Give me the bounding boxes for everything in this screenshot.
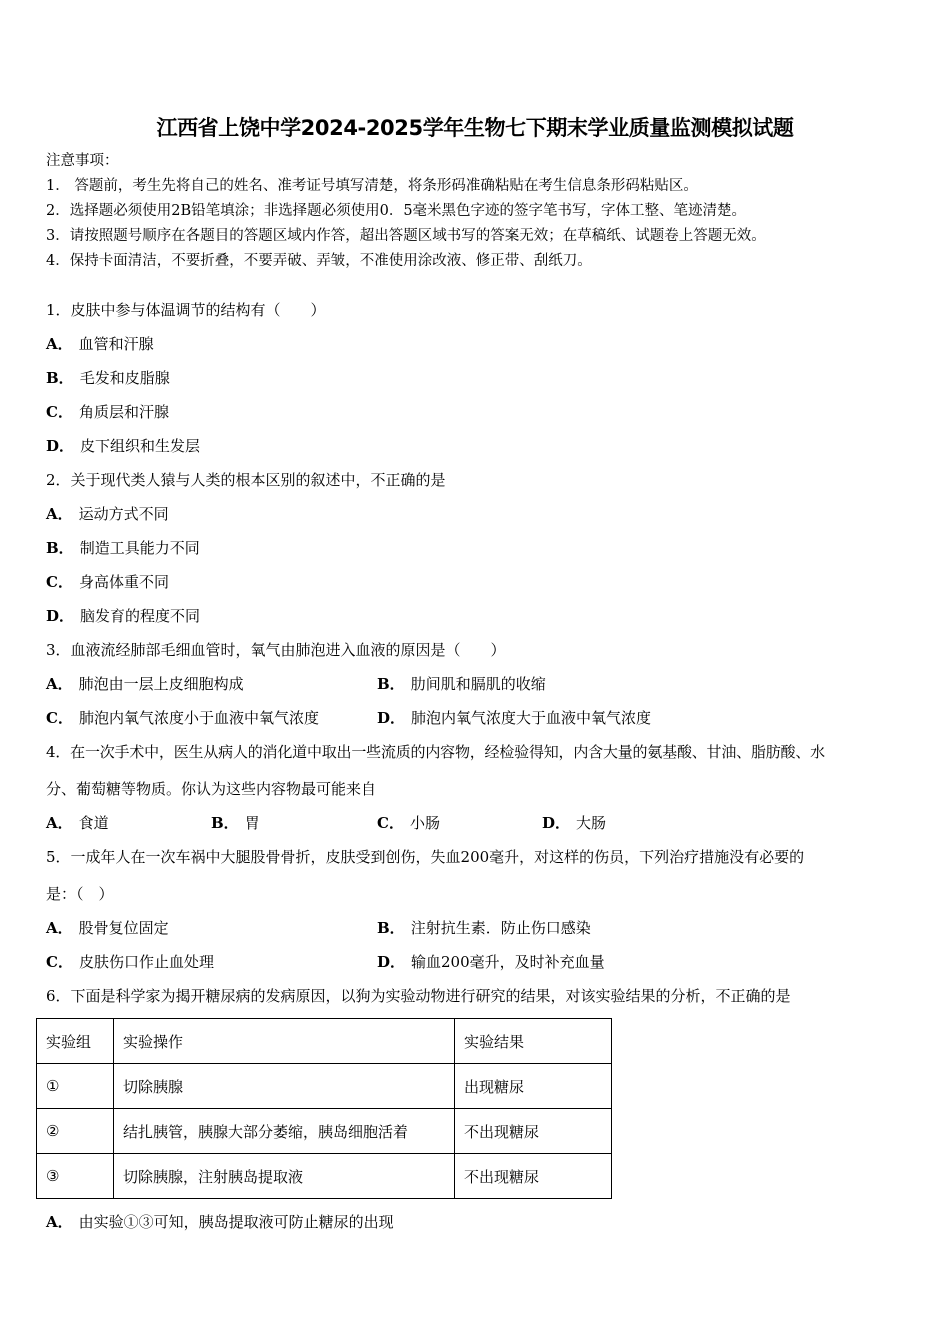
option-label: D． [377, 709, 406, 727]
question-2-stem: 2．关于现代类人猿与人类的根本区别的叙述中，不正确的是 [46, 471, 446, 489]
question-2-option-d [46, 606, 200, 626]
option-text: 大肠 [576, 814, 607, 832]
option-text: 股骨复位固定 [78, 919, 169, 937]
notice-item: 4．保持卡面清洁，不要折叠，不要弄破、弄皱，不准使用涂改液、修正带、刮纸刀。 [46, 253, 592, 269]
table-cell: ③ [37, 1154, 114, 1199]
question-4-stem-line2: 分、葡萄糖等物质。你认为这些内容物最可能来自 [46, 780, 377, 798]
notice-heading: 注意事项： [46, 153, 119, 169]
option-text: 胃 [244, 814, 260, 832]
table-cell: 出现糖尿 [455, 1064, 612, 1109]
page-title: 江西省上饶中学2024-2025学年生物七下期末学业质量监测模拟试题 [156, 116, 794, 140]
option-text: 由实验①③可知，胰岛提取液可防止糖尿的出现 [78, 1213, 394, 1231]
question-3-stem: 3．血液流经肺部毛细血管时，氧气由肺泡进入血液的原因是（ ） [46, 641, 506, 659]
option-text: 输血200毫升，及时补充血量 [411, 953, 605, 971]
question-4-option-c [377, 813, 440, 833]
question-1-option-a [46, 334, 154, 354]
option-text: 皮下组织和生发层 [80, 437, 201, 455]
question-5-option-d [377, 952, 605, 972]
option-label: D． [46, 437, 75, 455]
question-5-option-b [377, 918, 591, 938]
question-6-stem: 6．下面是科学家为揭开糖尿病的发病原因，以狗为实验动物进行研究的结果，对该实验结果的分析，不正确的是 [46, 987, 791, 1005]
question-2-option-b [46, 538, 200, 558]
option-text: 食道 [78, 814, 109, 832]
notice-item: 3．请按照题号顺序在各题目的答题区域内作答，超出答题区域书写的答案无效；在草稿纸、试题卷上答题无效。 [46, 228, 766, 244]
option-text: 运动方式不同 [78, 505, 169, 523]
option-label: A． [46, 675, 73, 693]
option-label: C． [46, 709, 73, 727]
table-row [37, 1109, 612, 1154]
question-1-option-d [46, 436, 200, 456]
option-label: D． [46, 607, 75, 625]
option-label: A． [46, 335, 73, 353]
table-cell: 结扎胰管，胰腺大部分萎缩，胰岛细胞活着 [114, 1109, 455, 1154]
option-label: C． [46, 953, 73, 971]
option-text: 小肠 [409, 814, 440, 832]
notice-item: 1． 答题前，考生先将自己的姓名、准考证号填写清楚，将条形码准确粘贴在考生信息条形码粘贴区。 [46, 178, 698, 194]
option-label: A． [46, 505, 73, 523]
option-label: C． [377, 814, 404, 832]
option-label: A． [46, 1213, 73, 1231]
notice-item: 2．选择题必须使用2B铅笔填涂；非选择题必须使用0．5毫米黑色字迹的签字笔书写，字体工整、笔迹清楚。 [46, 203, 747, 219]
table-cell: 切除胰腺 [114, 1064, 455, 1109]
option-text: 毛发和皮脂腺 [79, 369, 170, 387]
option-text: 肺泡内氧气浓度大于血液中氧气浓度 [411, 709, 652, 727]
question-1-option-b [46, 368, 170, 388]
option-text: 脑发育的程度不同 [80, 607, 201, 625]
option-label: B． [46, 539, 74, 557]
table-cell: 不出现糖尿 [455, 1154, 612, 1199]
experiment-table [36, 1018, 612, 1199]
option-text: 肺泡由一层上皮细胞构成 [78, 675, 244, 693]
option-label: D． [542, 814, 571, 832]
question-4-option-d [542, 813, 606, 833]
question-3-option-a [46, 674, 244, 694]
option-label: C． [46, 573, 73, 591]
option-text: 肋间肌和膈肌的收缩 [410, 675, 546, 693]
question-4-option-a [46, 813, 109, 833]
option-label: C． [46, 403, 73, 421]
question-5-option-c [46, 952, 214, 972]
option-label: A． [46, 814, 73, 832]
table-header-cell: 实验结果 [455, 1019, 612, 1064]
table-header-cell: 实验操作 [114, 1019, 455, 1064]
option-label: D． [377, 953, 406, 971]
question-4-option-b [211, 813, 260, 833]
option-text: 肺泡内氧气浓度小于血液中氧气浓度 [78, 709, 319, 727]
option-text: 角质层和汗腺 [78, 403, 169, 421]
question-3-option-b [377, 674, 546, 694]
table-header-row [37, 1019, 612, 1064]
option-text: 制造工具能力不同 [79, 539, 200, 557]
question-1-option-c [46, 402, 169, 422]
option-label: B． [46, 369, 74, 387]
question-3-option-c [46, 708, 319, 728]
question-1-stem: 1．皮肤中参与体温调节的结构有（ ） [46, 301, 326, 319]
option-label: B． [377, 919, 405, 937]
question-5-stem-line2: 是：（ ） [46, 885, 114, 903]
question-2-option-c [46, 572, 169, 592]
option-text: 注射抗生素．防止伤口感染 [410, 919, 591, 937]
option-text: 身高体重不同 [78, 573, 169, 591]
question-5-stem-line1: 5．一成年人在一次车祸中大腿股骨骨折，皮肤受到创伤，失血200毫升，对这样的伤员，下列治疗措施没有必要的 [46, 848, 805, 866]
table-header-cell: 实验组 [37, 1019, 114, 1064]
question-2-option-a [46, 504, 169, 524]
question-5-option-a [46, 918, 169, 938]
table-cell: ② [37, 1109, 114, 1154]
table-cell: 不出现糖尿 [455, 1109, 612, 1154]
question-6-option-a [46, 1212, 394, 1232]
table-row [37, 1154, 612, 1199]
option-text: 皮肤伤口作止血处理 [78, 953, 214, 971]
option-label: B． [211, 814, 239, 832]
table-cell: ① [37, 1064, 114, 1109]
table-cell: 切除胰腺，注射胰岛提取液 [114, 1154, 455, 1199]
table-row [37, 1064, 612, 1109]
option-label: A． [46, 919, 73, 937]
option-text: 血管和汗腺 [78, 335, 154, 353]
question-3-option-d [377, 708, 651, 728]
option-label: B． [377, 675, 405, 693]
question-4-stem-line1: 4．在一次手术中，医生从病人的消化道中取出一些流质的内容物，经检验得知，内含大量的氨基酸、甘油、脂肪酸、水 [46, 743, 825, 761]
